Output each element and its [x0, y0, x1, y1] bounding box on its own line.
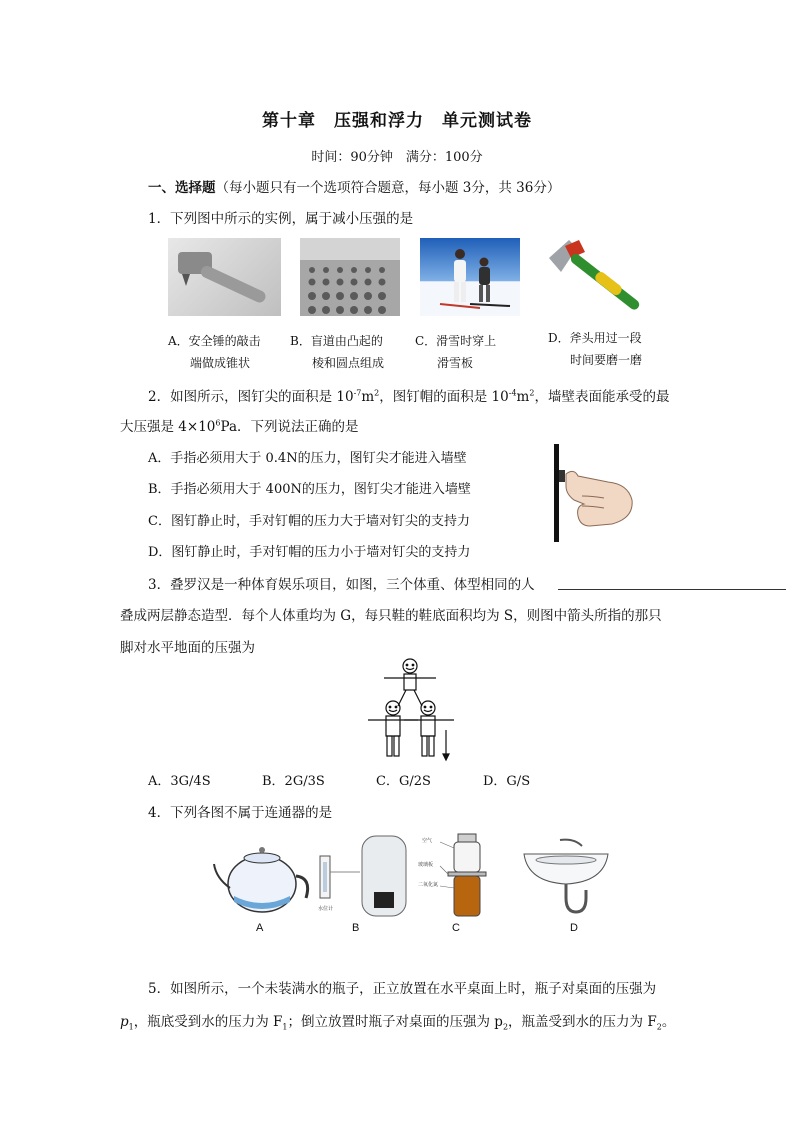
q2-exp-4: 2	[529, 388, 535, 398]
q4-label-d: D	[570, 922, 578, 934]
q2-option-a: A．手指必须用大于 0.4N的压力，图钉尖才能进入墙壁	[148, 451, 467, 466]
safety-hammer-icon	[168, 238, 281, 316]
q5-sub-3: 2	[502, 1022, 509, 1032]
q1-caption-d-line2: 时间要磨一磨	[570, 353, 643, 367]
q2-exp-3: -4	[508, 388, 517, 398]
q1-image-c	[420, 238, 520, 316]
q2-text-6: 大压强是 4×10	[120, 419, 216, 435]
q3-option-c: C．G/2S	[376, 774, 431, 789]
q1-caption-d-line1: D．斧头用过一段	[548, 331, 642, 345]
q2-option-c: C．图钉静止时，手对钉帽的压力大于墙对钉尖的支持力	[148, 514, 470, 529]
q2-image-thumbtack	[552, 444, 636, 542]
q2-text-4: m	[516, 389, 530, 405]
q5-sub-1: 1	[128, 1022, 134, 1032]
q2-text-7: Pa．下列说法正确的是	[220, 419, 359, 435]
q2-text-3: ，图钉帽的面积是 10	[379, 389, 509, 405]
q2-text-2: m	[361, 389, 375, 405]
q5-sub-2: 1	[282, 1022, 288, 1032]
q1-caption-c-line2: 滑雪板	[437, 356, 474, 370]
human-pyramid-icon	[360, 656, 460, 762]
q4-image-d	[520, 836, 612, 922]
q1-caption-c	[415, 330, 496, 374]
q1-caption-a-line2: 端做成锥状	[190, 356, 251, 370]
section-heading	[148, 176, 560, 196]
q1-caption-b-line1: B．盲道由凸起的	[290, 334, 383, 348]
q4-image-a	[212, 840, 312, 916]
q5-text-c: ，瓶盖受到水的压力为 F	[508, 1014, 657, 1030]
q4-image-b	[316, 832, 408, 922]
q2-stem-line1	[148, 385, 669, 405]
q3-option-b: B．2G/3S	[262, 774, 325, 789]
q5-var-p1: p	[120, 1014, 129, 1030]
thumbtack-hand-icon	[552, 444, 636, 542]
q4-c-tiny-label-1: 空气	[422, 838, 433, 844]
q4-label-a: A	[256, 922, 264, 934]
page-subtitle: 时间：90分钟 满分：100分	[311, 150, 483, 165]
q1-caption-a	[168, 330, 261, 374]
q1-image-b	[300, 238, 400, 316]
q3-image-human-pyramid	[360, 656, 460, 762]
q2-text-5: ，墙壁表面能承受的最	[534, 389, 670, 405]
q5-text-b: ；倒立放置时瓶子对桌面的压强为 p	[287, 1014, 503, 1030]
q3-stem-line1: 3．叠罗汉是一种体育娱乐项目，如图，三个体重、体型相同的人	[148, 577, 535, 593]
q4-c-tiny-label-2: 玻璃板	[418, 862, 434, 868]
q1-caption-a-line1: A．安全锤的敲击	[168, 334, 261, 348]
water-heater-icon	[316, 832, 408, 922]
q2-text-1: 2．如图所示，图钉尖的面积是 10	[148, 389, 354, 405]
page-title: 第十章 压强和浮力 单元测试卷	[262, 111, 532, 131]
q5-text-a: ，瓶底受到水的压力为 F	[133, 1014, 283, 1030]
q1-image-d	[545, 236, 653, 316]
q1-caption-b-line2: 棱和圆点组成	[312, 356, 385, 370]
q2-exp-5: 6	[215, 418, 221, 428]
q5-stem-line1: 5．如图所示，一个未装满水的瓶子，正立放置在水平桌面上时，瓶子对桌面的压强为	[148, 981, 657, 997]
q4-label-c: C	[452, 922, 460, 934]
q1-caption-d	[548, 327, 642, 371]
q3-stem-line2: 叠成两层静态造型．每个人体重均为 G，每只鞋的鞋底面积均为 S，则图中箭头所指的那只	[120, 608, 662, 624]
axe-icon	[545, 236, 653, 316]
gas-bottles-icon	[418, 830, 500, 920]
q1-caption-b	[290, 330, 384, 374]
section-note: （每小题只有一个选项符合题意，每小题 3分，共 36分）	[215, 180, 561, 196]
q1-image-a	[168, 238, 281, 316]
q3-stem-line3: 脚对水平地面的压强为	[120, 640, 255, 656]
q4-stem: 4．下列各图不属于连通器的是	[148, 805, 333, 821]
section-title: 一、选择题	[148, 180, 216, 196]
teapot-icon	[212, 840, 312, 916]
q2-option-b: B．手指必须用大于 400N的压力，图钉尖才能进入墙壁	[148, 482, 471, 497]
q1-caption-c-line1: C．滑雪时穿上	[415, 334, 497, 348]
q1-stem: 1．下列图中所示的实例，属于减小压强的是	[148, 211, 414, 227]
skiers-icon	[420, 238, 520, 316]
q5-sub-4: 2	[656, 1022, 662, 1032]
q4-image-c	[418, 830, 500, 920]
q3-option-d: D．G/S	[483, 774, 531, 789]
tactile-paving-icon	[300, 238, 400, 316]
divider-line	[558, 589, 786, 590]
q2-option-d: D．图钉静止时，手对钉帽的压力小于墙对钉尖的支持力	[148, 545, 471, 560]
q4-label-b: B	[352, 922, 360, 934]
q3-option-a: A．3G/4S	[148, 774, 211, 789]
q4-b-tiny-label: 水位计	[318, 906, 334, 912]
q2-exp-2: 2	[374, 388, 380, 398]
q2-exp-1: -7	[353, 388, 362, 398]
q5-stem-line2	[120, 1010, 675, 1032]
sink-trap-icon	[520, 836, 612, 922]
q4-c-tiny-label-3: 二氧化氮	[418, 882, 439, 888]
q5-text-d: 。	[661, 1014, 676, 1030]
q2-stem-line2	[120, 415, 359, 435]
